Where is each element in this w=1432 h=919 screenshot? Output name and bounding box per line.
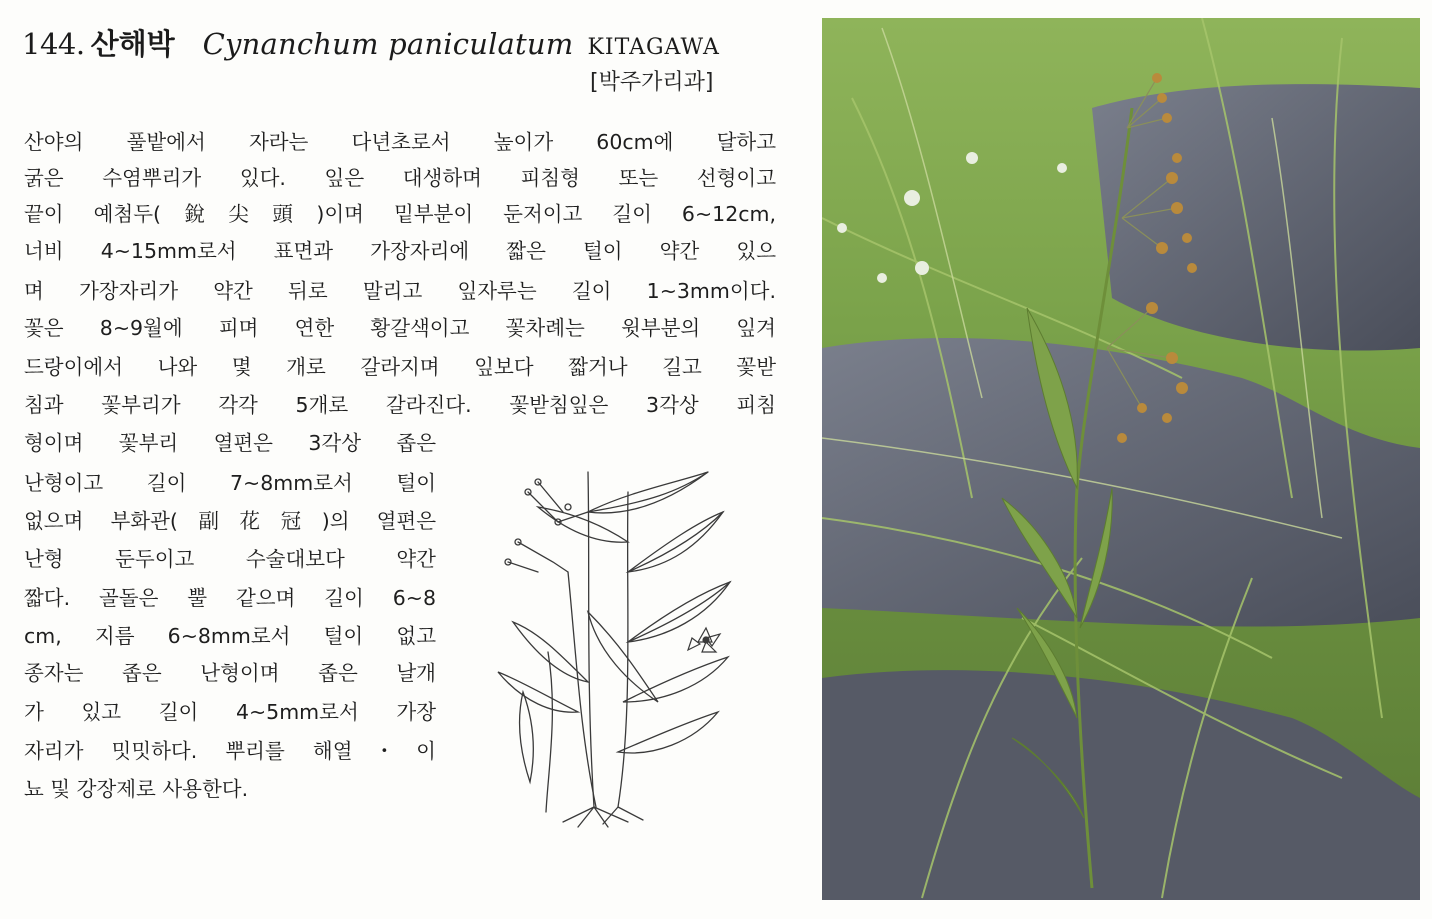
text-line: 드랑이에서 나와 몇 개로 갈라지며 잎보다 짧거나 길고 꽃받 — [24, 355, 776, 379]
text-line: 형이며 꽃부리 열편은 3각상 좁은 — [24, 431, 436, 455]
plant-photograph — [822, 18, 1420, 900]
text-line: 너비 4~15mm로서 표면과 가장자리에 짧은 털이 약간 있으 — [24, 239, 776, 263]
text-line: 끝이 예첨두(銳尖頭)이며 밑부분이 둔저이고 길이 6~12cm, — [24, 202, 776, 226]
text-line: 난형 둔두이고 수술대보다 약간 — [24, 547, 436, 571]
korean-name: 산해박 — [90, 27, 175, 61]
text-line: 가 있고 길이 4~5mm로서 가장 — [24, 700, 436, 724]
text-line: 짧다. 골돌은 뿔 같으며 길이 6~8 — [24, 586, 436, 610]
author-name: KITAGAWA — [587, 35, 720, 60]
family-name: [박주가리과] — [590, 70, 714, 95]
scientific-name: Cynanchum paniculatum — [202, 27, 574, 61]
text-line: 꽃은 8~9월에 피며 연한 황갈색이고 꽃차례는 윗부분의 잎겨 — [24, 316, 776, 340]
text-line: 난형이고 길이 7~8mm로서 털이 — [24, 471, 436, 495]
text-line: 산야의 풀밭에서 자라는 다년초로서 높이가 60cm에 달하고 — [24, 130, 776, 154]
text-line: 뇨 및 강장제로 사용한다. — [24, 777, 249, 801]
text-line: cm, 지름 6~8mm로서 털이 없고 — [24, 624, 436, 648]
text-line: 자리가 밋밋하다. 뿌리를 해열・이 — [24, 739, 436, 763]
plant-photograph-icon — [822, 18, 1420, 900]
text-line: 굵은 수염뿌리가 있다. 잎은 대생하며 피침형 또는 선형이고 — [24, 166, 776, 190]
text-line: 침과 꽃부리가 각각 5개로 갈라진다. 꽃받침잎은 3각상 피침 — [24, 393, 776, 417]
text-line: 없으며 부화관(副花冠)의 열편은 — [24, 509, 436, 533]
entry-heading — [22, 26, 720, 66]
text-line: 종자는 좁은 난형이며 좁은 날개 — [24, 661, 436, 685]
plant-line-drawing-icon — [468, 452, 768, 832]
entry-number: 144. — [22, 27, 85, 61]
text-line: 며 가장자리가 약간 뒤로 말리고 잎자루는 길이 1~3mm이다. — [24, 279, 776, 303]
